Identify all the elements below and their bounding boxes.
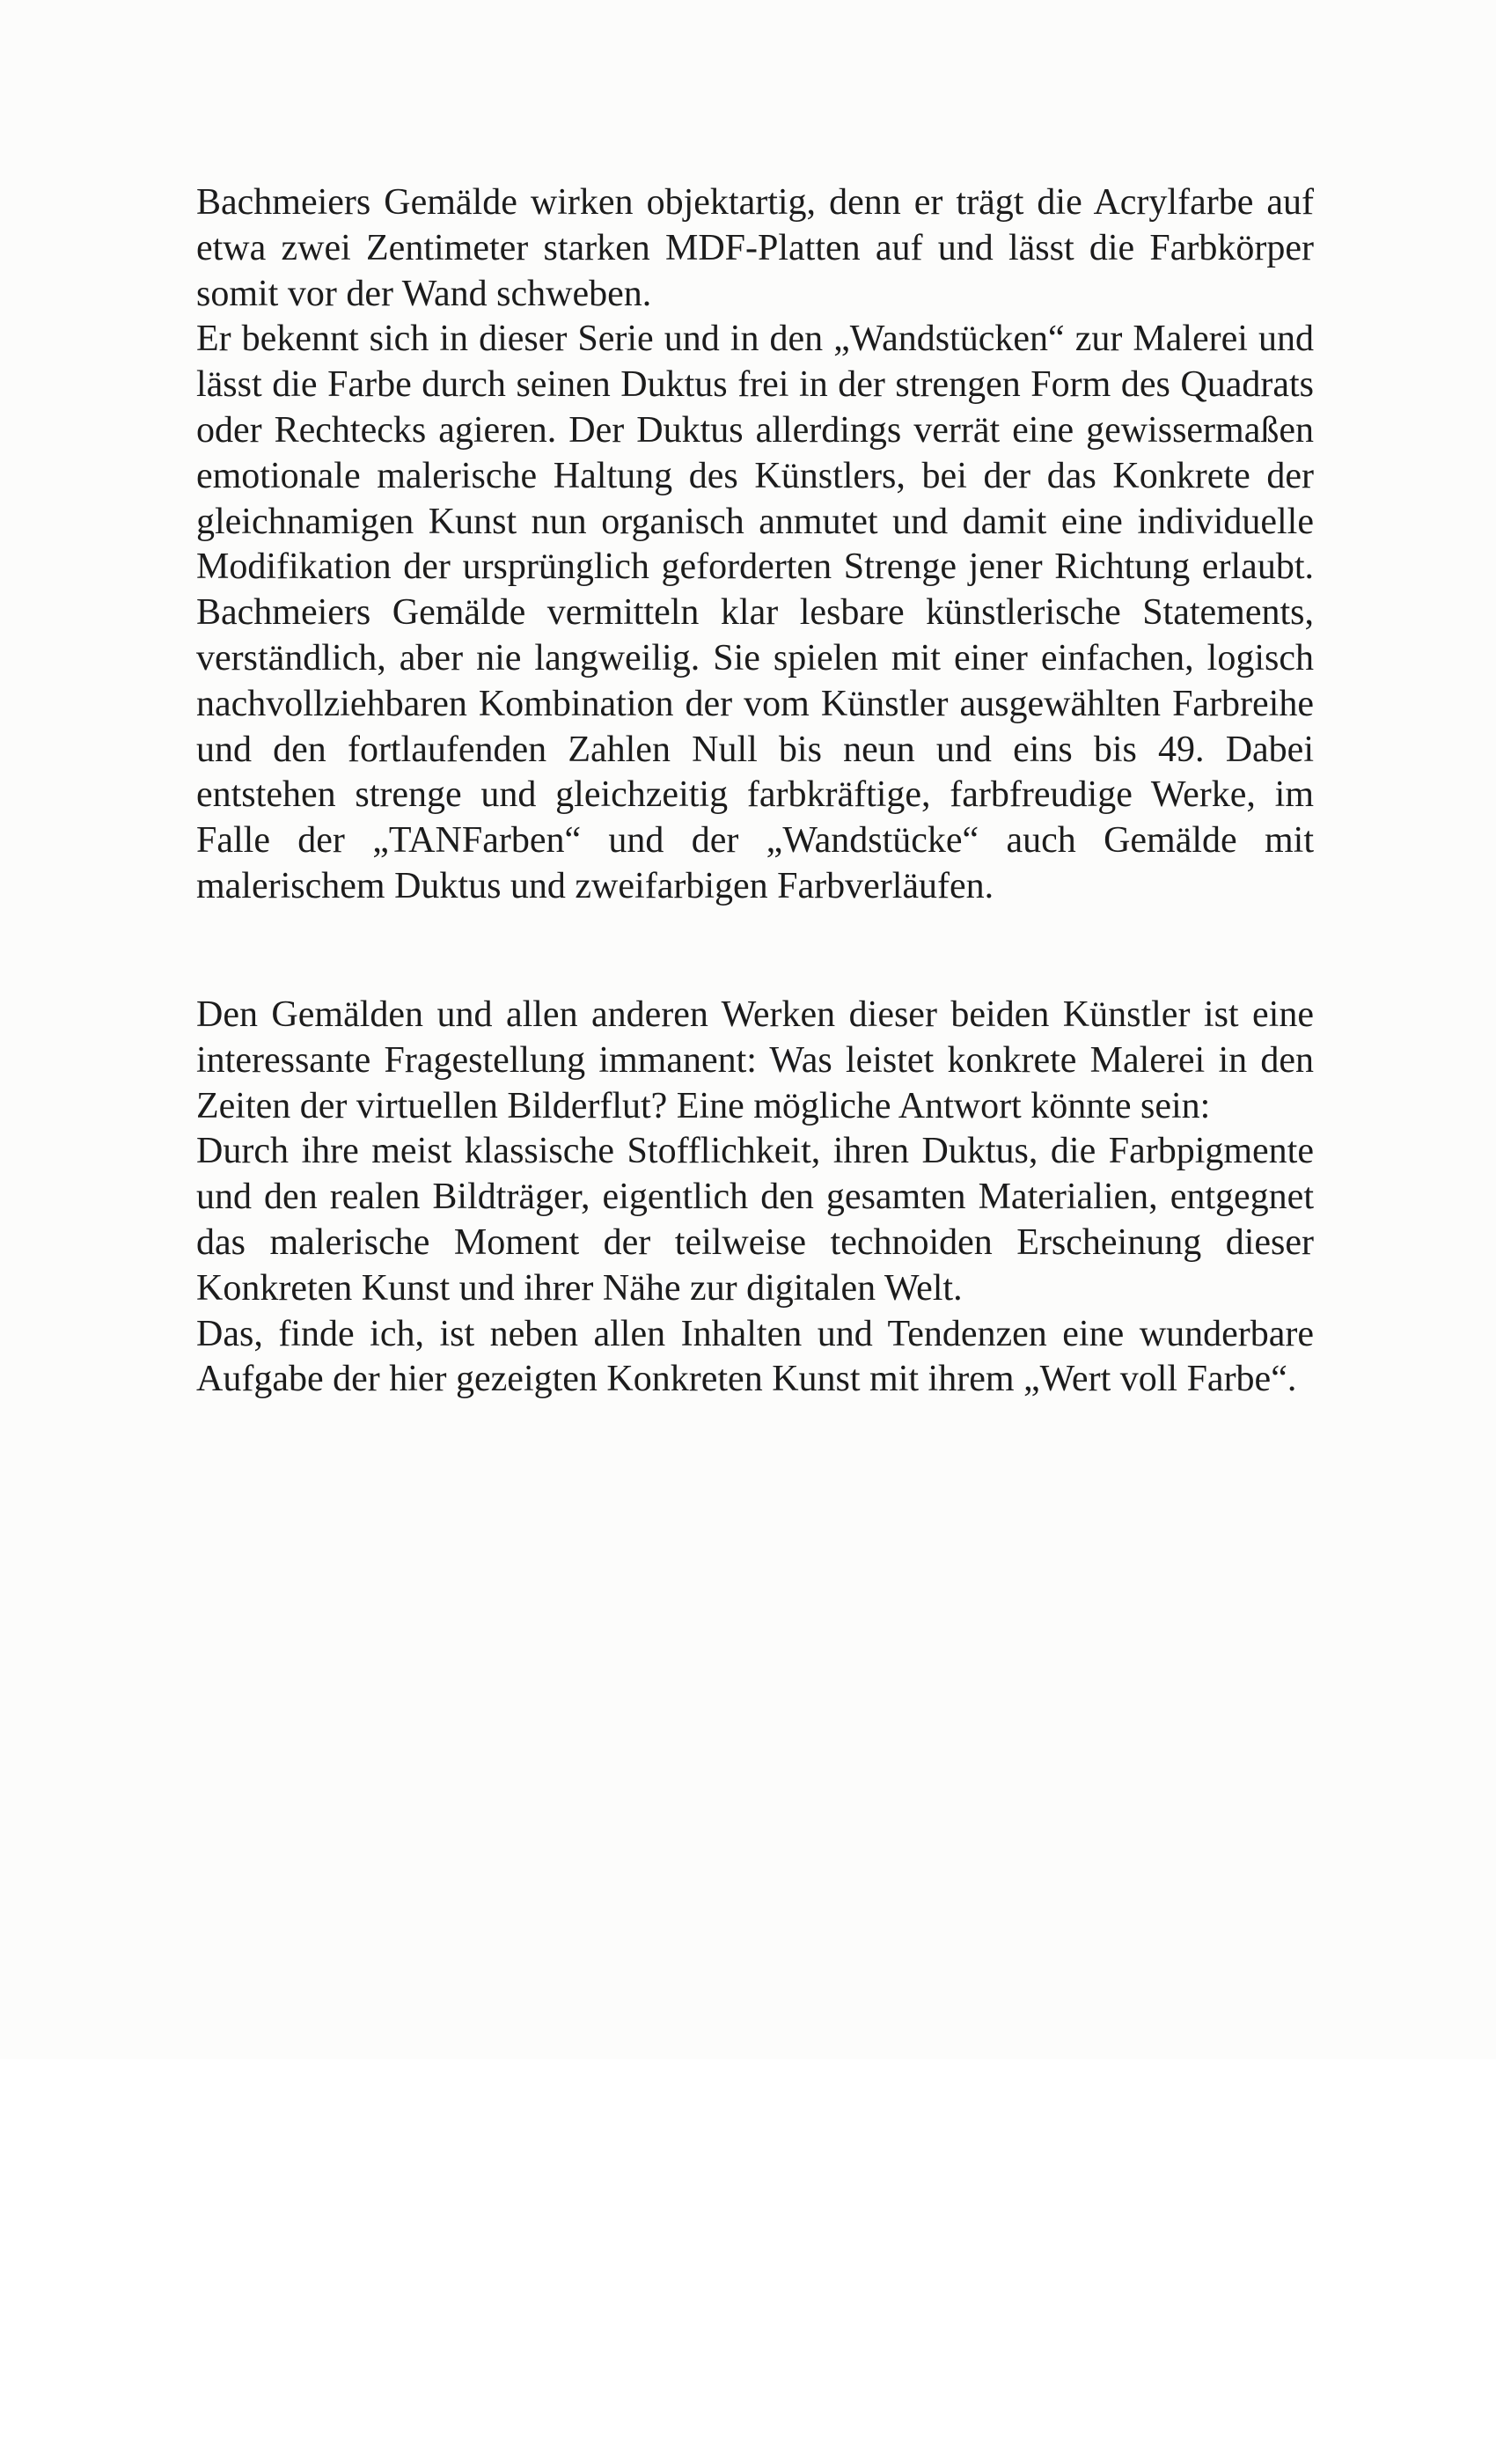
paragraph: Durch ihre meist klassische Stofflichkeit, ihren Duktus, die Farbpigmente und den realen Bildträger, eigentlich den gesamten Materialien, entgegnet das malerische Moment der teilweise technoiden Erscheinung dieser Konkreten Kunst und ihrer Nähe zur digitalen Welt.: [196, 1131, 1314, 1309]
paragraph: Er bekennt sich in dieser Serie und in den „Wandstücken“ zur Malerei und lässt die Farbe durch seinen Duktus frei in der strengen Form des Quadrats oder Rechtecks agieren. Der Duktus allerdings verrät eine gewissermaßen emotionale malerische Haltung des Künstlers, bei der das Konkrete der gleichnamigen Kunst nun organisch anmutet und damit eine individuelle Modifikation der ursprünglich geforderten Strenge jener Richtung erlaubt. Bachmeiers Gemälde vermitteln klar lesbare künstlerische Statements, verständlich, aber nie langweilig. Sie spielen mit einer einfachen, logisch nachvollziehbaren Kombination der vom Künstler ausgewählten Farbreihe und den fortlaufenden Zahlen Null bis neun und eins bis 49. Dabei entstehen strenge und gleichzeitig farbkräftige, farbfreudige Werke, im Falle der „TANFarben“ und der „Wandstücke“ auch Gemälde mit malerischem Duktus und zweifarbigen Farbverläufen.: [196, 319, 1314, 906]
paragraph: Das, finde ich, ist neben allen Inhalten und Tendenzen eine wunderbare Aufgabe der hier gezeigten Konkreten Kunst mit ihrem „Wert voll Farbe“.: [196, 1313, 1314, 1400]
text-section-2: [196, 993, 1314, 1403]
paragraph: Den Gemälden und allen anderen Werken dieser beiden Künstler ist eine interessante Fragestellung immanent: Was leistet konkrete Malerei in den Zeiten der virtuellen Bilderflut? Eine mögliche Antwort könnte sein:: [196, 994, 1314, 1126]
text-section-1: [196, 180, 1314, 910]
paragraph: Bachmeiers Gemälde wirken objektartig, denn er trägt die Acrylfarbe auf etwa zwei Zentimeter starken MDF-Platten auf und lässt die Farbkörper somit vor der Wand schweben.: [196, 182, 1314, 314]
